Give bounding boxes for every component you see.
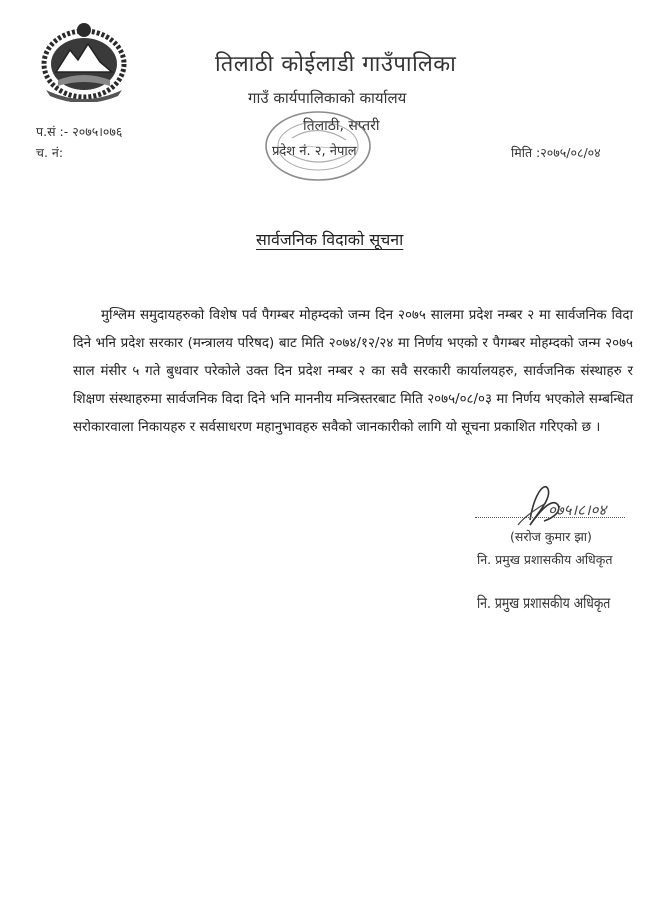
designation-seal: नि. प्रमुख प्रशासकीय अधिकृत: [477, 594, 611, 612]
signature-line: [475, 517, 625, 518]
issue-date: मिति :२०७५/०८/०४: [511, 145, 601, 160]
notice-title: सार्वजनिक विदाको सूचना: [256, 230, 404, 249]
reference-number: प.सं :- २०७५।०७६: [36, 124, 123, 139]
municipality-title: तिलाठी कोईलाडी गाउँपालिका: [215, 52, 457, 77]
office-province: प्रदेश नं. २, नेपाल: [272, 144, 357, 159]
dispatch-number: च. नं:: [36, 145, 64, 160]
signatory-title: नि. प्रमुख प्रशासकीय अधिकृत: [477, 552, 613, 567]
signature-date: ०७५।८।०४: [548, 501, 607, 519]
office-address: तिलाठी, सप्तरी: [303, 118, 380, 134]
signatory-name: (सरोज कुमार झा): [510, 529, 592, 544]
government-emblem-icon: [38, 20, 130, 102]
notice-body: मुश्लिम समुदायहरुको विशेष पर्व पैगम्बर मोहम्दको जन्म दिन २०७५ सालमा प्रदेश नम्बर २ मा सार्वजनिक विदा दिने भनि प्रदेश सरकार (मन्त्रालय परिषद) बाट मिति २०७४/१२/२४ मा निर्णय भएको र पैगम्बर मोहम्दको जन्म २०७५ साल मंसीर ५ गते बुधवार परेकोले उक्त दिन प्रदेश नम्बर २ का सवै सरकारी कार्यालयहरु, सार्वजनिक संस्थाहरु र शिक्षण संस्थाहरुमा सार्वजनिक विदा दिने भनि माननीय मन्त्रिस्तरबाट मिति २०७५/०८/०३ मा निर्णय भएकोले सम्बन्धित सरोकारवाला निकायहरु र सर्वसाधरण महानुभावहरु सवैको जानकारीको लागि यो सूचना प्रकाशित गरिएको छ ।: [73, 308, 633, 435]
office-subtitle: गाउँ कार्यपालिकाको कार्यालय: [248, 89, 407, 107]
office-stamp-icon: [262, 108, 374, 184]
